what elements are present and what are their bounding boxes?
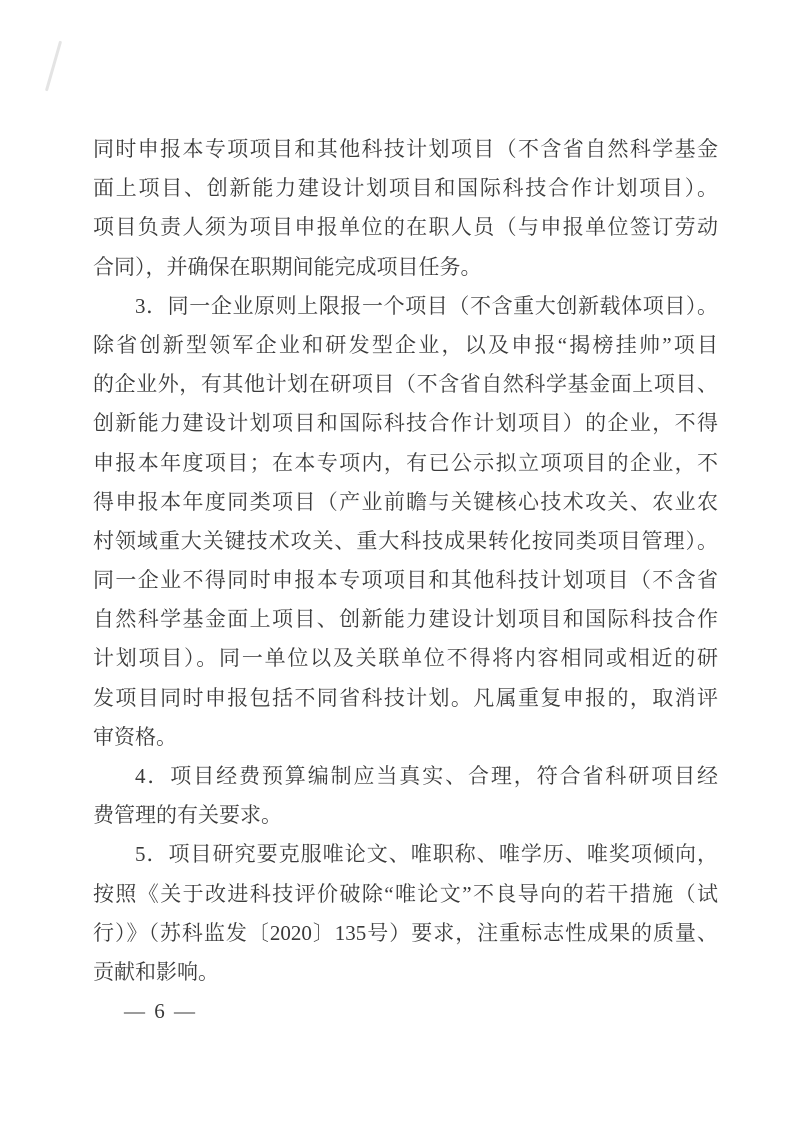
text-line: 按照《关于改进科技评价破除“唯论文”不良导向的若干措施（试 [93, 881, 718, 906]
text-line: 合同），并确保在职期间能完成项目任务。 [93, 254, 482, 279]
text-line: 同一企业不得同时申报本专项项目和其他科技计划项目（不含省 [93, 568, 718, 593]
text-line: 的企业外，有其他计划在研项目（不含省自然科学基金面上项目、 [93, 372, 718, 397]
text-line: 面上项目、创新能力建设计划项目和国际科技合作计划项目）。 [93, 176, 718, 201]
text-line: 费管理的有关要求。 [93, 803, 282, 828]
text-line: 贡献和影响。 [93, 959, 219, 984]
scan-artifact [45, 41, 62, 92]
text-line: 行）》（苏科监发〔2020〕135号）要求，注重标志性成果的质量、 [93, 920, 718, 945]
text-line: 村领域重大关键技术攻关、重大科技成果转化按同类项目管理）。 [93, 528, 718, 553]
document-body [93, 130, 718, 992]
text-line: 得申报本年度同类项目（产业前瞻与关键核心技术攻关、农业农 [93, 489, 718, 514]
text-line: 申报本年度项目；在本专项内，有已公示拟立项项目的企业，不 [93, 450, 718, 475]
page-number: — 6 — [124, 999, 197, 1023]
text-line: 审资格。 [93, 724, 177, 749]
text-line: 项目负责人须为项目申报单位的在职人员（与申报单位签订劳动 [93, 215, 718, 240]
text-line: 4．项目经费预算编制应当真实、合理，符合省科研项目经 [135, 764, 718, 788]
text-line: 创新能力建设计划项目和国际科技合作计划项目）的企业，不得 [93, 411, 718, 436]
text-line: 除省创新型领军企业和研发型企业，以及申报“揭榜挂帅”项目 [93, 332, 718, 357]
text-line: 5．项目研究要克服唯论文、唯职称、唯学历、唯奖项倾向， [135, 842, 718, 867]
text-line: 3．同一企业原则上限报一个项目（不含重大创新载体项目）。 [135, 293, 718, 318]
text-line: 计划项目）。同一单位以及关联单位不得将内容相同或相近的研 [93, 646, 718, 671]
text-line: 自然科学基金面上项目、创新能力建设计划项目和国际科技合作 [93, 607, 718, 632]
text-line: 同时申报本专项项目和其他科技计划项目（不含省自然科学基金 [93, 137, 718, 161]
text-line: 发项目同时申报包括不同省科技计划。凡属重复申报的，取消评 [93, 685, 718, 710]
